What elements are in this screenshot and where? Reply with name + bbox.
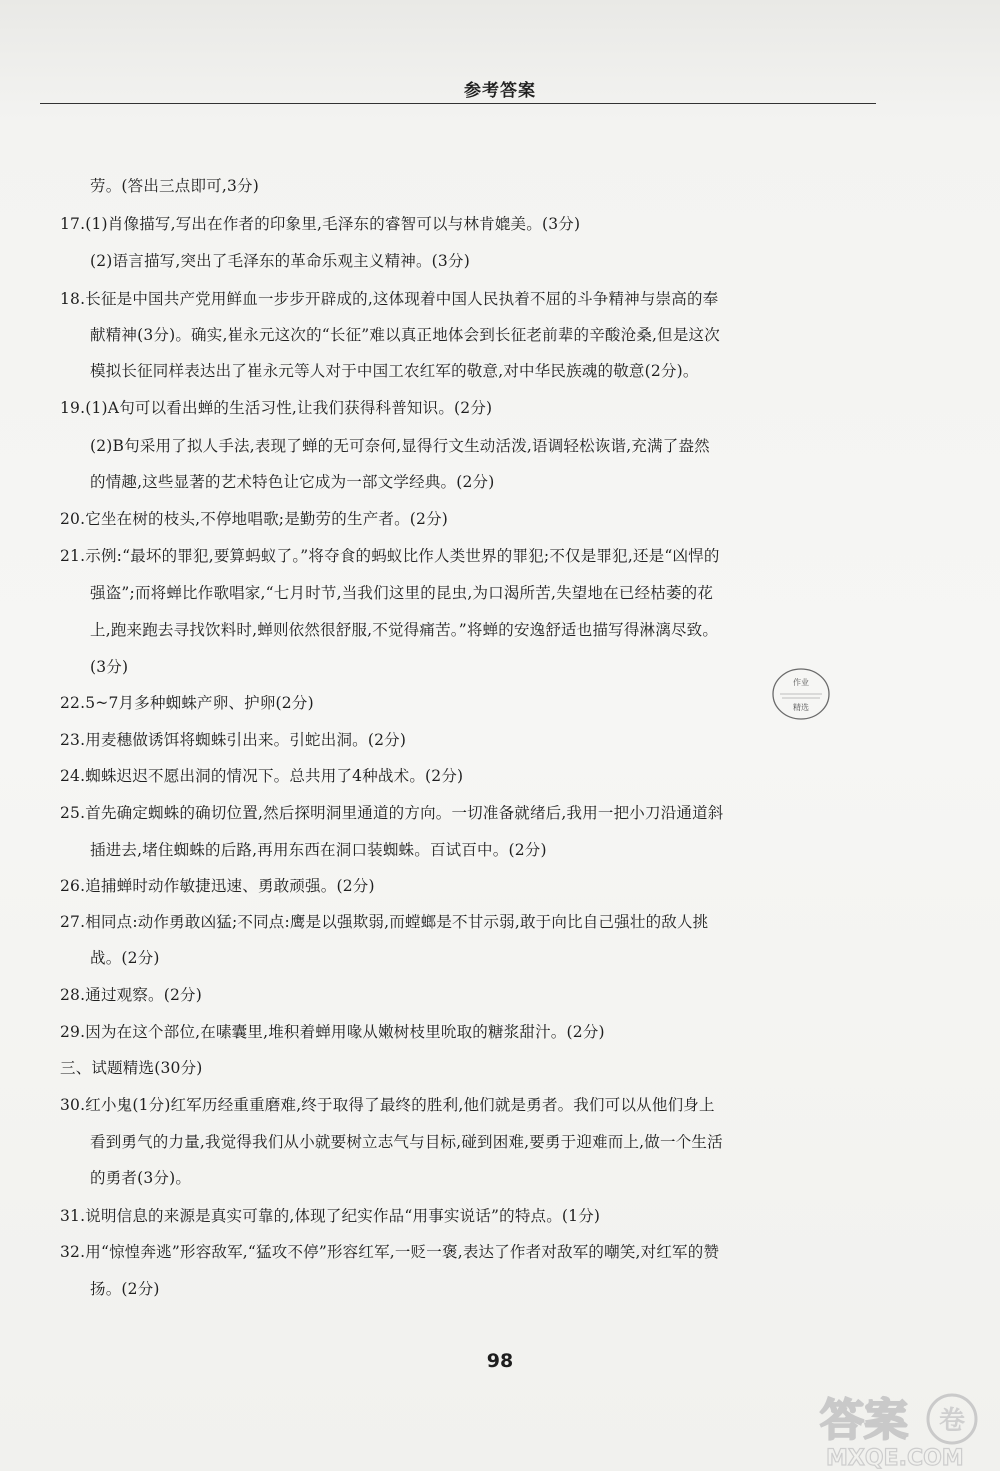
stamp-seal: [770, 665, 832, 723]
answer-line: 插进去,堵住蜘蛛的后路,再用东西在洞口装蜘蛛。百试百中。(2分): [90, 841, 547, 859]
answer-line: 20.它坐在树的枝头,不停地唱歌;是勤劳的生产者。(2分): [60, 510, 449, 528]
section-heading: 三、试题精选(30分): [60, 1059, 203, 1077]
answer-line: 19.(1)A句可以看出蝉的生活习性,让我们获得科普知识。(2分): [60, 399, 493, 417]
svg-text:MXQE.COM: MXQE.COM: [826, 1446, 964, 1471]
answer-line: 看到勇气的力量,我觉得我们从小就要树立志气与目标,碰到困难,要勇于迎难而上,做一个生活: [90, 1133, 723, 1151]
answer-line: 31.说明信息的来源是真实可靠的,体现了纪实作品“用事实说话”的特点。(1分): [60, 1207, 601, 1225]
answer-line: 21.示例:“最坏的罪犯,要算蚂蚁了。”将夺食的蚂蚁比作人类世界的罪犯;不仅是罪犯,还是“凶悍的: [60, 547, 720, 565]
page-header-title: 参考答案: [464, 81, 536, 101]
answer-line: 30.红小鬼(1分)红军历经重重磨难,终于取得了最终的胜利,他们就是勇者。我们可以从他们身上: [60, 1096, 715, 1114]
answer-line: 28.通过观察。(2分): [60, 986, 203, 1004]
header-rule: [40, 103, 876, 104]
answer-line: 26.追捕蝉时动作敏捷迅速、勇敢顽强。(2分): [60, 877, 375, 895]
svg-text:作业: 作业: [793, 678, 809, 687]
answer-line: 17.(1)肖像描写,写出在作者的印象里,毛泽东的睿智可以与林肯媲美。(3分): [60, 215, 581, 233]
svg-text:精选: 精选: [793, 703, 809, 712]
answer-line: 上,跑来跑去寻找饮料时,蝉则依然很舒服,不觉得痛苦。”将蝉的安逸舒适也描写得淋漓尽致。: [90, 621, 719, 639]
answer-line: 扬。(2分): [90, 1280, 160, 1298]
answer-line: 18.长征是中国共产党用鲜血一步步开辟成的,这体现着中国人民执着不屈的斗争精神与崇高的奉: [60, 290, 719, 308]
answer-line: 强盗”;而将蝉比作歌唱家,“七月时节,当我们这里的昆虫,为口渴所苦,失望地在已经枯萎的花: [90, 584, 714, 602]
svg-text:卷: 卷: [938, 1406, 966, 1436]
answer-line: 29.因为在这个部位,在嗉囊里,堆积着蝉用喙从嫩树枝里吮取的糖浆甜汁。(2分): [60, 1023, 605, 1041]
page-number: 98: [486, 1350, 514, 1372]
answer-line: 22.5~7月多种蜘蛛产卵、护卵(2分): [60, 694, 314, 712]
answer-line: 24.蜘蛛迟迟不愿出洞的情况下。总共用了4种战术。(2分): [60, 767, 464, 785]
answer-line: 的勇者(3分)。: [90, 1169, 192, 1187]
answer-line: 23.用麦穗做诱饵将蜘蛛引出来。引蛇出洞。(2分): [60, 731, 407, 749]
answer-line: 27.相同点:动作勇敢凶猛;不同点:鹰是以强欺弱,而螳螂是不甘示弱,敢于向比自己强壮的敌人挑: [60, 913, 709, 931]
answer-line: 献精神(3分)。确实,崔永元这次的“长征”难以真正地体会到长征老前辈的辛酸沧桑,但是这次: [90, 326, 720, 344]
svg-text:答案: 答案: [820, 1395, 908, 1446]
watermark-logo: [812, 1385, 1000, 1471]
answer-line: 战。(2分): [90, 949, 160, 967]
answer-line: (3分): [90, 658, 129, 676]
answer-line: 模拟长征同样表达出了崔永元等人对于中国工农红军的敬意,对中华民族魂的敬意(2分)。: [90, 362, 699, 380]
answer-line: 32.用“惊惶奔逃”形容敌军,“猛攻不停”形容红军,一贬一褒,表达了作者对敌军的嘲笑,对红军的赞: [60, 1243, 720, 1261]
answer-line: 25.首先确定蜘蛛的确切位置,然后探明洞里通道的方向。一切准备就绪后,我用一把小刀沿通道斜: [60, 804, 724, 822]
answer-line: (2)语言描写,突出了毛泽东的革命乐观主义精神。(3分): [90, 252, 470, 270]
answer-line: (2)B句采用了拟人手法,表现了蝉的无可奈何,显得行文生动活泼,语调轻松诙谐,充满了盎然: [90, 437, 710, 455]
answer-line: 的情趣,这些显著的艺术特色让它成为一部文学经典。(2分): [90, 473, 495, 491]
answer-line: 劳。(答出三点即可,3分): [90, 177, 259, 195]
